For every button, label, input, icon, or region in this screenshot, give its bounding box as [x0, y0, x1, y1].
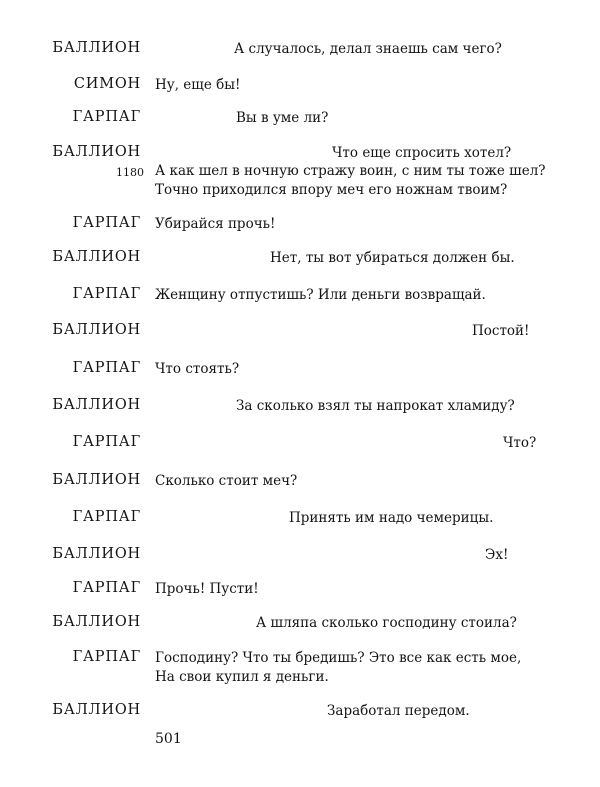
speaker-name: ГАРПАГ	[72, 360, 141, 376]
verse-line: А как шел в ночную стражу воин, с ним ты тоже шел?	[155, 163, 546, 179]
speaker-name: БАЛЛИОН	[52, 702, 141, 718]
verse-line: Вы в уме ли?	[236, 110, 329, 126]
verse-line: Убирайся прочь!	[155, 216, 276, 232]
speaker-name: ГАРПАГ	[72, 509, 141, 525]
verse-line: На свои купил я деньги.	[155, 669, 329, 685]
speaker-name: БАЛЛИОН	[52, 144, 141, 160]
verse-line: Постой!	[472, 323, 530, 339]
verse-line: За сколько взял ты напрокат хламиду?	[236, 398, 515, 414]
speaker-name: БАЛЛИОН	[52, 614, 141, 630]
verse-line: Точно приходился впору меч его ножнам твоим?	[155, 182, 508, 198]
speaker-name: ГАРПАГ	[72, 215, 141, 231]
speaker-name: БАЛЛИОН	[52, 472, 141, 488]
verse-line: Что стоять?	[155, 361, 240, 377]
verse-line: Ну, еще бы!	[155, 77, 241, 93]
page-number: 501	[155, 731, 182, 747]
verse-line: Женщину отпустишь? Или деньги возвращай.	[155, 287, 486, 303]
verse-line: Нет, ты вот убираться должен бы.	[270, 250, 515, 266]
speaker-name: БАЛЛИОН	[52, 546, 141, 562]
speaker-name: БАЛЛИОН	[52, 249, 141, 265]
verse-line: Принять им надо чемерицы.	[289, 510, 494, 526]
speaker-name: ГАРПАГ	[72, 580, 141, 596]
speaker-name: БАЛЛИОН	[52, 322, 141, 338]
speaker-name: ГАРПАГ	[72, 109, 141, 125]
verse-line: Господину? Что ты бредишь? Это все как есть мое,	[155, 650, 522, 666]
speaker-name: ГАРПАГ	[72, 434, 141, 450]
verse-line: А случалось, делал знаешь сам чего?	[234, 41, 502, 57]
speaker-name: ГАРПАГ	[72, 286, 141, 302]
verse-line: Что еще спросить хотел?	[332, 145, 512, 161]
speaker-name: СИМОН	[73, 76, 141, 92]
verse-line: Заработал передом.	[327, 703, 470, 719]
speaker-name: БАЛЛИОН	[52, 397, 141, 413]
verse-line: Прочь! Пусти!	[155, 581, 259, 597]
verse-line: Что?	[503, 435, 537, 451]
line-number: 1180	[116, 166, 144, 179]
verse-line: Эх!	[485, 547, 509, 563]
verse-line: Сколько стоит меч?	[155, 473, 298, 489]
speaker-name: БАЛЛИОН	[52, 40, 141, 56]
verse-line: А шляпа сколько господину стоила?	[256, 615, 517, 631]
speaker-name: ГАРПАГ	[72, 649, 141, 665]
